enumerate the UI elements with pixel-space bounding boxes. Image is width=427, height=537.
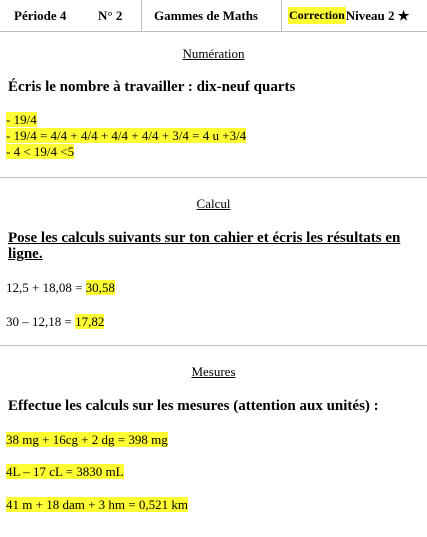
answer-line: - 19/4 <box>6 112 37 127</box>
calcul-line-2: 30 – 12,18 = 17,82 <box>6 314 105 329</box>
section-divider <box>0 345 427 346</box>
section-divider <box>0 177 427 178</box>
calcul-title: Calcul <box>196 196 231 211</box>
numeration-answers <box>6 112 246 160</box>
mesures-line-2: 4L – 17 cL = 3830 mL <box>6 464 124 479</box>
sheet-title: Gammes de Maths <box>142 0 282 31</box>
worksheet-header <box>0 0 427 32</box>
calcul-result: 17,82 <box>75 314 105 329</box>
level-cell <box>282 0 409 31</box>
mesures-line-1: 38 mg + 16cg + 2 dg = 398 mg <box>6 432 168 447</box>
answer-line: - 4 < 19/4 <5 <box>6 144 75 159</box>
numeration-question: Écris le nombre à travailler : dix-neuf quarts <box>8 79 296 95</box>
calcul-question: Pose les calculs suivants sur ton cahier et écris les résultats en ligne. <box>8 230 401 262</box>
mesures-line-3: 41 m + 18 dam + 3 hm = 0,521 km <box>6 497 188 512</box>
calcul-result: 30,58 <box>85 280 115 295</box>
answer-line: - 19/4 = 4/4 + 4/4 + 4/4 + 4/4 + 3/4 = 4 u +3/4 <box>6 128 247 143</box>
calcul-line-1: 12,5 + 18,08 = 30,58 <box>6 280 115 295</box>
numeration-title: Numération <box>182 46 245 61</box>
correction-badge: Correction <box>289 8 345 22</box>
mesures-title: Mesures <box>191 364 236 379</box>
level-label: Niveau 2 ★ <box>345 7 410 23</box>
sheet-number: N° 2 <box>88 0 142 31</box>
period-label: Période 4 <box>14 7 67 23</box>
mesures-question: Effectue les calculs sur les mesures (attention aux unités) : <box>8 398 379 414</box>
